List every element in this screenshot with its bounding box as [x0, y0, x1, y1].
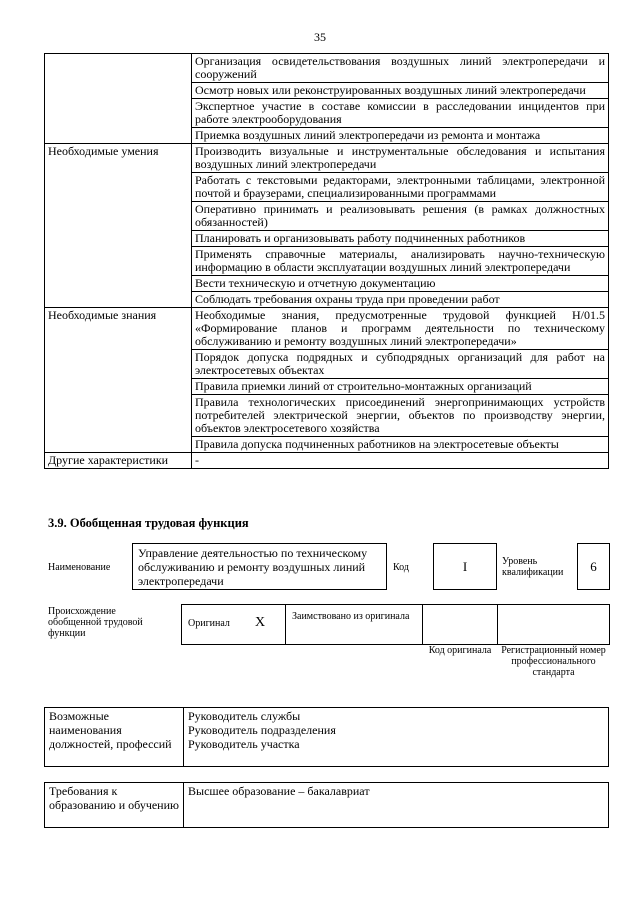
- education-label: Требования к образованию и обучению: [45, 783, 184, 828]
- row-label-skills: Необходимые умения: [45, 144, 192, 308]
- position-item: Руководитель участка: [188, 737, 300, 751]
- section-title: 3.9. Обобщенная трудовая функция: [48, 516, 249, 530]
- borrowed-box: [285, 604, 423, 645]
- table-cell: Применять справочные материалы, анализировать научно-техническую информацию в области эксплуатации воздушных линий электропередачи: [192, 247, 609, 276]
- table-cell: Правила допуска подчиненных работников на электросетевые объекты: [192, 437, 609, 453]
- code-value: I: [433, 543, 497, 590]
- table-cell: Организация освидетельствования воздушных линий электропередачи и сооружений: [192, 54, 609, 83]
- table-cell: Осмотр новых или реконструированных воздушных линий электропередачи: [192, 83, 609, 99]
- original-label: Оригинал: [188, 618, 230, 629]
- table-cell: Необходимые знания, предусмотренные трудовой функцией H/01.5 «Формирование планов и программ деятельности по техническому обслуживанию и ремонту воздушных линий электропередачи»: [192, 308, 609, 350]
- level-value: 6: [577, 543, 610, 590]
- table-cell: -: [192, 453, 609, 469]
- positions-values: [184, 708, 609, 767]
- table-cell: Вести техническую и отчетную документацию: [192, 276, 609, 292]
- name-label: Наименование: [48, 562, 111, 573]
- borrowed-label: Заимствовано из оригинала: [292, 611, 410, 622]
- row-label-knowledge: Необходимые знания: [45, 308, 192, 453]
- table-cell: Оперативно принимать и реализовывать решения (в рамках должностных обязанностей): [192, 202, 609, 231]
- table-cell: Порядок допуска подрядных и субподрядных организаций для работ на электросетевых объектах: [192, 350, 609, 379]
- code-original-box: [422, 604, 498, 645]
- code-label: Код: [393, 562, 409, 573]
- table-cell: Приемка воздушных линий электропередачи из ремонта и монтажа: [192, 128, 609, 144]
- name-value: Управление деятельностью по техническому обслуживанию и ремонту воздушных линий электропередачи: [132, 543, 387, 590]
- reg-number-label: Регистрационный номер профессионального стандарта: [501, 645, 606, 678]
- position-item: Руководитель службы: [188, 709, 301, 723]
- reg-number-box: [497, 604, 610, 645]
- page-number: 35: [314, 30, 326, 44]
- position-item: Руководитель подразделения: [188, 723, 336, 737]
- competency-table: [44, 53, 609, 469]
- code-original-label: Код оригинала: [428, 645, 492, 656]
- level-label: Уровень квалификации: [502, 556, 564, 578]
- row-label-empty: [45, 54, 192, 144]
- original-box: [181, 604, 286, 645]
- table-cell: Правила технологических присоединений энергопринимающих устройств потребителей электрической энергии, объектов по производству энергии, объектов электросетевого хозяйства: [192, 395, 609, 437]
- table-cell: Экспертное участие в составе комиссии в расследовании инцидентов при работе электрооборудования: [192, 99, 609, 128]
- table-cell: Соблюдать требования охраны труда при проведении работ: [192, 292, 609, 308]
- original-mark: X: [255, 615, 266, 630]
- row-label-other: Другие характеристики: [45, 453, 192, 469]
- education-table: [44, 782, 609, 828]
- table-cell: Производить визуальные и инструментальные обследования и испытания воздушных линий электропередачи: [192, 144, 609, 173]
- table-cell: Работать с текстовыми редакторами, электронными таблицами, электронной почтой и браузерами, специализированными программами: [192, 173, 609, 202]
- table-cell: Правила приемки линий от строительно-монтажных организаций: [192, 379, 609, 395]
- positions-label: Возможные наименования должностей, профессий: [45, 708, 184, 767]
- education-value: Высшее образование – бакалавриат: [184, 783, 609, 828]
- origin-label: Происхождение обобщенной трудовой функции: [48, 606, 143, 639]
- table-cell: Планировать и организовывать работу подчиненных работников: [192, 231, 609, 247]
- positions-table: [44, 707, 609, 767]
